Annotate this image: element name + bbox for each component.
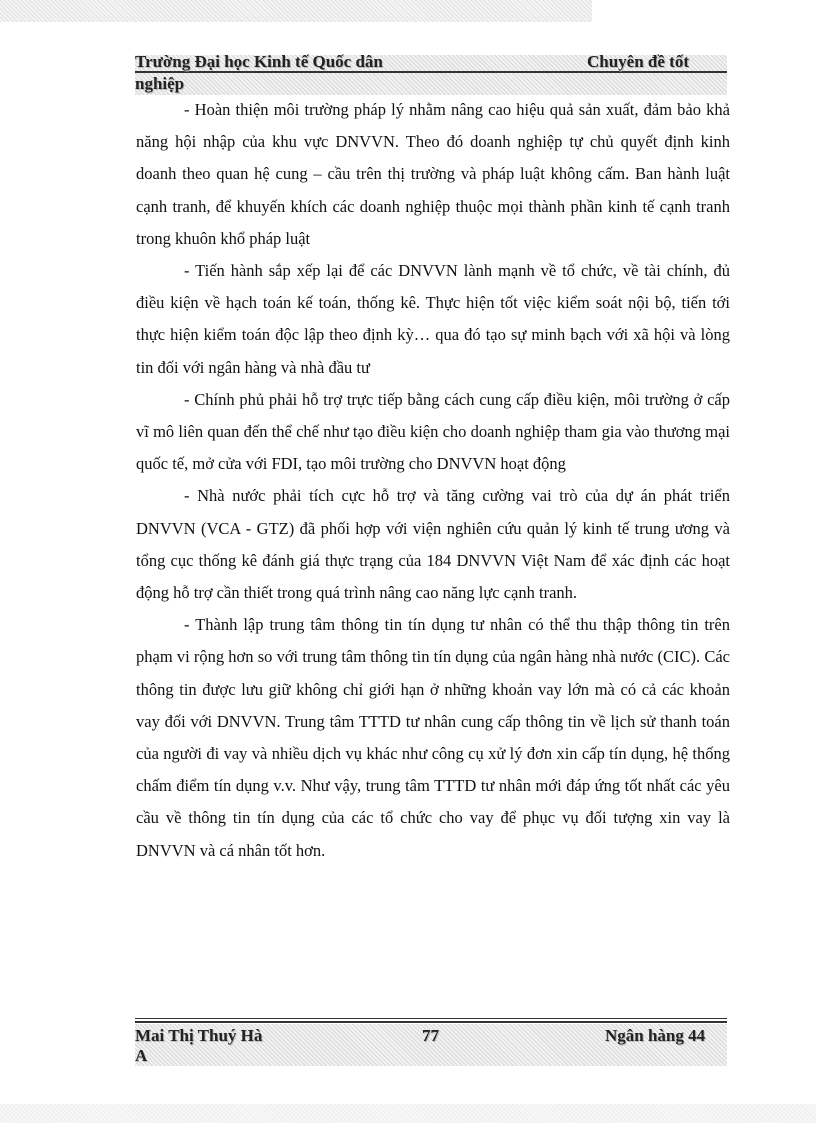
footer-author: Mai Thị Thuý Hà [135, 1026, 263, 1045]
paragraph-legal-environment: - Hoàn thiện môi trường pháp lý nhằm nâng cao hiệu quả sản xuất, đảm bảo khả năng hội nhập của khu vực DNVVN. Theo đó doanh nghiệp tự chủ quyết định kinh doanh theo quan hệ cung – cầu trên thị trường và pháp luật không cấm. Ban hành luật cạnh tranh, để khuyến khích các doanh nghiệp thuộc mọi thành phần kinh tế cạnh tranh trong khuôn khổ pháp luật [136, 100, 730, 248]
document-body [136, 94, 730, 867]
footer-rule-bottom [135, 1021, 727, 1023]
top-decorative-band [0, 0, 592, 22]
paragraph-restructuring: - Tiến hành sắp xếp lại để các DNVVN lành mạnh về tổ chức, về tài chính, đủ điều kiện về hạch toán kế toán, thống kê. Thực hiện tốt việc kiểm soát nội bộ, tiến tới thực hiện kiểm toán độc lập theo định kỳ… qua đó tạo sự minh bạch với xã hội và lòng tin đối với ngân hàng và nhà đầu tư [136, 261, 730, 377]
page-footer [135, 1018, 727, 1068]
page-number: 77 [422, 1026, 439, 1045]
bottom-decorative-band [0, 1104, 816, 1123]
page-header [135, 52, 727, 98]
header-doc-type: Chuyên đề tốt [587, 52, 690, 71]
paragraph-government-support: - Chính phủ phải hỗ trợ trực tiếp bằng cách cung cấp điều kiện, môi trường ở cấp vĩ mô liên quan đến thể chế như tạo điều kiện cho doanh nghiệp tham gia vào thương mại quốc tế, mở cửa với FDI, tạo môi trường cho DNVVN hoạt động [136, 389, 730, 474]
paragraph-state-project: - Nhà nước phải tích cực hỗ trợ và tăng cường vai trò của dự án phát triển DNVVN (VCA - GTZ) đã phối hợp với viện nghiên cứu quản lý kinh tế trung ương và tổng cục thống kê đánh giá thực trạng của 184 DNVVN Việt Nam để xác định các hoạt động hỗ trợ cần thiết trong quá trình nâng cao năng lực cạnh tranh. [136, 486, 730, 603]
footer-rule-top [135, 1018, 727, 1019]
footer-class: Ngân hàng 44 [605, 1026, 706, 1045]
footer-author-cont: A [135, 1046, 148, 1065]
header-doc-type-cont: nghiệp [135, 74, 185, 93]
header-school: Trường Đại học Kinh tế Quốc dân [135, 52, 383, 71]
paragraph-credit-info-center: - Thành lập trung tâm thông tin tín dụng tư nhân có thể thu thập thông tin trên phạm vi rộng hơn so với trung tâm thông tin tín dụng của ngân hàng nhà nước (CIC). Các thông tin được lưu giữ không chỉ giới hạn ở những khoản vay lớn mà có cả các khoản vay đối với DNVVN. Trung tâm TTTD tư nhân cung cấp thông tin về lịch sử thanh toán của người đi vay và nhiều dịch vụ khác như công cụ xử lý đơn xin cấp tín dụng, hệ thống chấm điểm tín dụng v.v. Như vậy, trung tâm TTTD tư nhân mới đáp ứng tốt nhất các yêu cầu về thông tin tín dụng của các tổ chức cho vay để phục vụ đối tượng xin vay là DNVVN và cá nhân tốt hơn. [136, 615, 730, 860]
